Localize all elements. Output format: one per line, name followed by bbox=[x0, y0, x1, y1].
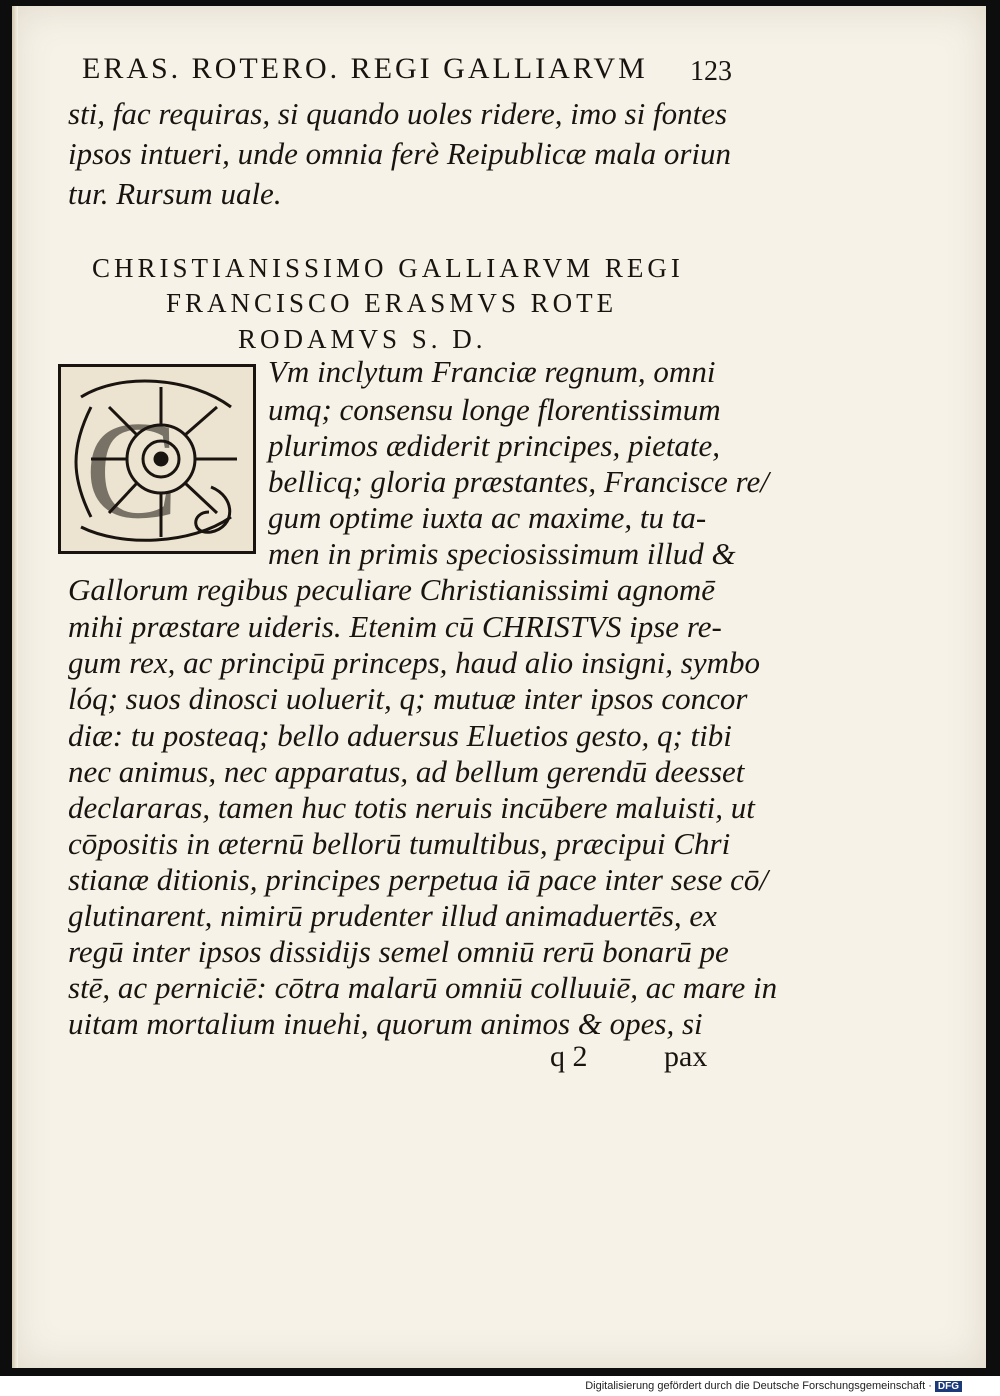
letter-line-10: lóq; suos dinosci uoluerit, q; mutuæ inter ipsos concor bbox=[68, 681, 748, 716]
svg-text:C: C bbox=[85, 393, 179, 548]
letter-line-7: Gallorum regibus peculiare Christianissimi agnomē bbox=[68, 572, 715, 607]
dfg-logo: DFG bbox=[935, 1381, 962, 1392]
letter-line-14: cōpositis in æternū bellorū tumultibus, præcipui Chri bbox=[68, 826, 731, 861]
letter-line-6: men in primis speciosissimum illud & bbox=[268, 536, 736, 571]
letter-line-5: gum optime iuxta ac maxime, tu ta- bbox=[268, 500, 707, 535]
letter-line-15: stianæ ditionis, principes perpetua iā pace inter sese cō/ bbox=[68, 862, 768, 897]
letter-line-16: glutinarent, nimirū prudenter illud animaduertēs, ex bbox=[68, 898, 717, 933]
signature-mark: q 2 bbox=[550, 1040, 588, 1073]
digitization-footer bbox=[585, 1380, 962, 1392]
footer-text: Digitalisierung gefördert durch die Deutsche Forschungsgemeinschaft · bbox=[585, 1380, 932, 1392]
heading-line-1: CHRISTIANISSIMO GALLIARVM REGI bbox=[92, 253, 684, 283]
letter-line-3: plurimos ædiderit principes, pietate, bbox=[268, 428, 721, 463]
catchword: pax bbox=[664, 1040, 708, 1073]
heading-line-3: RODAMVS S. D. bbox=[238, 324, 487, 354]
decorated-initial bbox=[58, 364, 256, 554]
letter-line-18: stē, ac perniciē: cōtra malarū omniū colluuiē, ac mare in bbox=[68, 970, 778, 1005]
floral-ornament-icon bbox=[61, 367, 253, 551]
letter-line-1: Vm inclytum Franciæ regnum, omni bbox=[268, 354, 716, 389]
letter-line-11: diæ: tu posteaq; bello aduersus Eluetios gesto, q; tibi bbox=[68, 718, 732, 753]
letter-line-8: mihi præstare uideris. Etenim cū CHRISTVS ipse re- bbox=[68, 609, 722, 644]
heading-line-2: FRANCISCO ERASMVS ROTE bbox=[166, 288, 618, 318]
page-number: 123 bbox=[690, 56, 732, 87]
letter-line-12: nec animus, nec apparatus, ad bellum gerendū deesset bbox=[68, 754, 745, 789]
prev-text-line-3: tur. Rursum uale. bbox=[68, 176, 282, 211]
letter-line-2: umq; consensu longe florentissimum bbox=[268, 392, 721, 427]
letter-line-19: uitam mortalium inuehi, quorum animos & opes, si bbox=[68, 1006, 703, 1041]
page-edge bbox=[12, 6, 18, 1368]
letter-line-4: bellicq; gloria præstantes, Francisce re/ bbox=[268, 464, 769, 499]
prev-text-line-1: sti, fac requiras, si quando uoles ridere, imo si fontes bbox=[68, 96, 728, 131]
letter-line-9: gum rex, ac principū princeps, haud alio insigni, symbo bbox=[68, 645, 760, 680]
running-head: ERAS. ROTERO. REGI GALLIARVM bbox=[82, 52, 648, 85]
letter-line-13: declararas, tamen huc totis neruis incūbere maluisti, ut bbox=[68, 790, 755, 825]
prev-text-line-2: ipsos intueri, unde omnia ferè Reipublicæ mala oriun bbox=[68, 136, 732, 171]
letter-line-17: regū inter ipsos dissidijs semel omniū rerū bonarū pe bbox=[68, 934, 729, 969]
